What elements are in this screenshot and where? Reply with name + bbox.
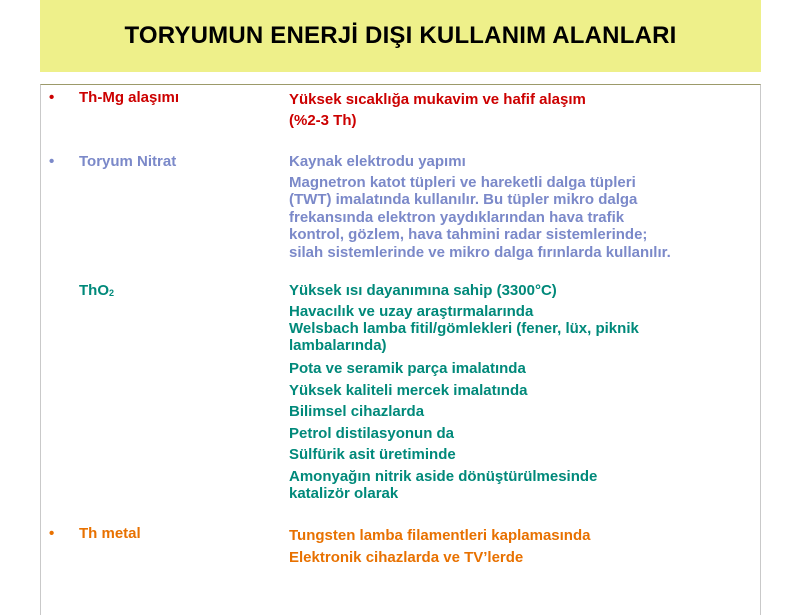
content-box	[40, 84, 761, 615]
bullet: •	[49, 525, 55, 542]
description-line: Bilimsel cihazlarda	[289, 403, 425, 420]
description-line: Magnetron katot tüpleri ve hareketli dalga tüpleri	[289, 173, 636, 191]
row-description	[289, 153, 749, 261]
row-label: Th metal	[79, 525, 141, 542]
description-line: lambalarında)	[289, 337, 387, 354]
row-label: Th-Mg alaşımı	[79, 89, 180, 106]
description-line: Petrol distilasyonun da	[289, 424, 455, 442]
row-description	[289, 89, 749, 131]
description-line: frekansında elektron yaydıklarından hava trafik	[289, 208, 625, 226]
description-line: Yüksek kaliteli mercek imalatında	[289, 381, 528, 399]
description-line: Amonyağın nitrik aside dönüştürülmesinde	[289, 467, 598, 485]
description-line: Tungsten lamba filamentleri kaplamasında	[289, 527, 591, 544]
bullet: •	[49, 153, 55, 170]
description-line: Havacılık ve uzay araştırmalarında	[289, 303, 534, 320]
bullet: •	[49, 89, 55, 106]
description-line: kontrol, gözlem, hava tahmini radar sistemlerinde;	[289, 226, 648, 243]
title-bar	[40, 0, 761, 72]
row-label: Toryum Nitrat	[79, 153, 177, 170]
description-line: katalizör olarak	[289, 484, 399, 502]
description-line: Elektronik cihazlarda ve TV’lerde	[289, 548, 524, 566]
description-line: Kaynak elektrodu yapımı	[289, 153, 466, 170]
description-line: (%2-3 Th)	[289, 112, 357, 129]
row-label-main: ThO	[79, 282, 109, 299]
description-line: Yüksek ısı dayanımına sahip (3300°C)	[289, 282, 557, 299]
description-line: Sülfürik asit üretiminde	[289, 446, 456, 463]
row-description	[289, 282, 749, 502]
row-label-subscript: 2	[109, 288, 115, 298]
description-line: Pota ve seramik parça imalatında	[289, 360, 526, 377]
row-description	[289, 525, 749, 568]
slide-title: TORYUMUN ENERJİ DIŞI KULLANIM ALANLARI	[124, 22, 677, 49]
description-line: (TWT) imalatında kullanılır. Bu tüpler mikro dalga	[289, 191, 638, 208]
description-line: Welsbach lamba fitil/gömlekleri (fener, lüx, piknik	[289, 320, 639, 337]
description-line: Yüksek sıcaklığa mukavim ve hafif alaşım	[289, 91, 586, 108]
row-label	[79, 282, 114, 299]
description-line: silah sistemlerinde ve mikro dalga fırınlarda kullanılır.	[289, 243, 671, 261]
